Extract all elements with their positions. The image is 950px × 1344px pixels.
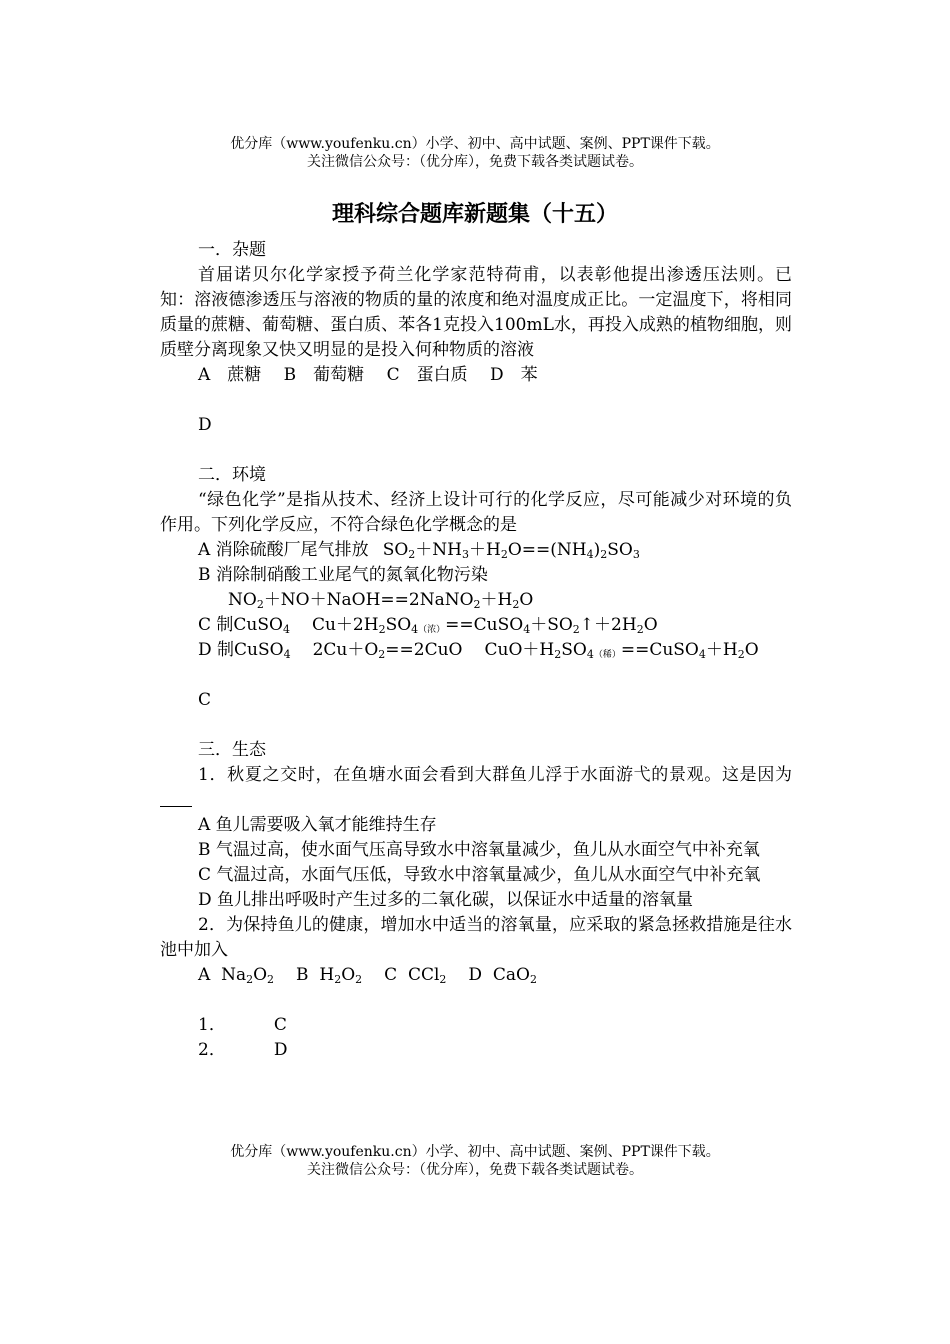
- section-3-question-1: 1．秋夏之交时，在鱼塘水面会看到大群鱼儿浮于水面游弋的景观。这是因为: [160, 763, 792, 813]
- section-3-heading: 三．生态: [198, 740, 266, 760]
- footer-line-2: 关注微信公众号：（优分库），免费下载各类试题试卷。: [307, 1162, 643, 1178]
- option-d-equation: $2Cu+O_2==2CuO$ $CuO+H_2SO_4$（稀）$==CuSO_4+H_2O$: [312, 640, 759, 661]
- section-1-question: 首届诺贝尔化学家授予荷兰化学家范特荷甫，以表彰他提出渗透压法则。已知：溶液德渗透压与溶液的物质的量的浓度和绝对温度成正比。一定温度下，将相同质量的蔗糖、葡萄糖、蛋白质、苯各1克投入100mL水，再投入成熟的植物细胞，则质壁分离现象又快又明显的是投入何种物质的溶液: [160, 265, 792, 360]
- page-footer: [0, 1143, 950, 1179]
- option-d-label: D 制CuSO: [198, 640, 284, 660]
- option-c-equation: $Cu+2H_2SO_4$（浓）$==CuSO_4+SO_2↑+2H_2O$: [311, 615, 658, 636]
- section-2-question: “绿色化学”是指从技术、经济上设计可行的化学反应，尽可能减少对环境的负作用。下列化学反应，不符合绿色化学概念的是: [160, 490, 792, 535]
- section-1-heading: 一．杂题: [198, 240, 266, 260]
- q2-options: A $Na_2O_2$ B $H_2O_2$ C CCl$_2$ D CaO$_2$: [198, 965, 537, 986]
- section-2-option-d: D 制CuSO$_4$ $2Cu+O_2==2CuO$ $CuO+H_2SO_4$（稀）$==CuSO_4+H_2O$: [198, 640, 759, 661]
- section-2-heading: 二．环境: [198, 465, 266, 485]
- option-a-label: A 消除硫酸厂尾气排放: [198, 540, 369, 560]
- header-line-2: 关注微信公众号：（优分库），免费下载各类试题试卷。: [307, 154, 643, 170]
- section-1-options: A 蔗糖 B 葡萄糖 C 蛋白质 D 苯: [198, 365, 538, 385]
- page-header: [0, 135, 950, 171]
- header-line-1: 优分库（www.youfenku.cn）小学、初中、高中试题、案例、PPT课件下载。: [230, 136, 720, 152]
- option-a-equation: $SO_2+NH_3+H_2O==(NH_4)_2SO_3$: [382, 540, 640, 561]
- section-2-option-b: B 消除制硝酸工业尾气的氮氧化物污染: [198, 565, 488, 585]
- section-2-option-a: [160, 538, 792, 563]
- section-2-option-c: C 制CuSO$_4$ $Cu+2H_2SO_4$（浓）$==CuSO_4+SO_2↑+2H_2O$: [198, 615, 658, 636]
- document-title: 理科综合题库新题集（十五）: [331, 202, 618, 227]
- conc-label: （浓）: [418, 625, 446, 635]
- section-2-answer: C: [198, 690, 212, 710]
- section-3-answer-2: 2． D: [198, 1040, 288, 1060]
- option-b-equation: $NO_2+NO+NaOH==2NaNO_2+H_2O$: [228, 590, 534, 611]
- q1-option-d: D 鱼儿排出呼吸时产生过多的二氧化碳，以保证水中适量的溶氧量: [198, 890, 694, 910]
- q1-option-a: A 鱼儿需要吸入氧才能维持生存: [198, 815, 437, 835]
- answer-blank: [160, 788, 192, 807]
- section-3-question-2: 2．为保持鱼儿的健康，增加水中适当的溶氧量，应采取的紧急拯救措施是往水池中加入: [160, 915, 792, 960]
- document-body: [160, 238, 792, 1063]
- q1-option-c: C 气温过高，水面气压低，导致水中溶氧量减少，鱼儿从水面空气中补充氧: [198, 865, 761, 885]
- option-c-label: C 制CuSO: [198, 615, 283, 635]
- dilute-label: （稀）: [593, 650, 621, 660]
- q1-option-b: B 气温过高，使水面气压高导致水中溶氧量减少，鱼儿从水面空气中补充氧: [198, 840, 760, 860]
- footer-line-1: 优分库（www.youfenku.cn）小学、初中、高中试题、案例、PPT课件下载。: [230, 1144, 720, 1160]
- section-3-answer-1: 1． C: [198, 1015, 287, 1035]
- section-1-answer: D: [198, 415, 212, 435]
